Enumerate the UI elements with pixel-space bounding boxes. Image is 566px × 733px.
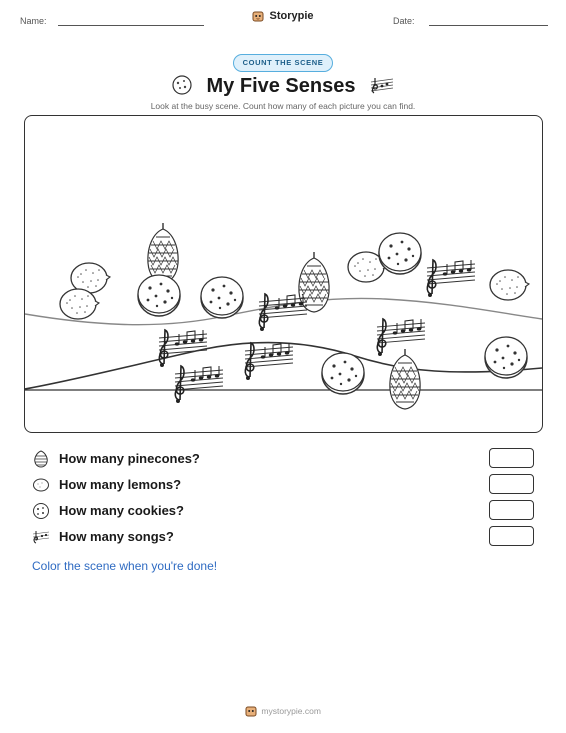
pinecone-picture	[148, 223, 178, 283]
question-text: How many songs?	[59, 529, 174, 544]
cookie-picture	[322, 353, 364, 394]
lemon-picture	[60, 289, 99, 319]
storypie-mascot-icon	[245, 705, 257, 717]
question-row-lemons	[32, 474, 536, 496]
song-picture	[245, 343, 293, 380]
lemon-picture	[490, 270, 529, 300]
instructions-text: Look at the busy scene. Count how many of each picture you can find.	[150, 101, 416, 111]
answer-box[interactable]	[489, 448, 534, 468]
cookie-icon	[32, 502, 50, 520]
pinecone-icon	[32, 450, 50, 468]
question-row-songs	[32, 526, 536, 548]
brand-name: Storypie	[269, 10, 314, 22]
song-picture	[159, 330, 207, 367]
music-notes-icon	[32, 528, 50, 546]
scene-picture	[24, 115, 543, 433]
date-label: Date:	[393, 16, 415, 26]
question-text: How many lemons?	[59, 477, 182, 492]
brand-logo	[0, 10, 566, 22]
answer-box[interactable]	[489, 500, 534, 520]
lemon-icon	[32, 476, 50, 494]
pinecone-picture	[390, 349, 420, 409]
count-the-scene-badge: COUNT THE SCENE	[233, 54, 333, 72]
answer-box[interactable]	[489, 526, 534, 546]
question-text: How many cookies?	[59, 503, 184, 518]
question-text: How many pinecones?	[59, 451, 200, 466]
color-scene-note: Color the scene when you're done!	[32, 559, 218, 573]
name-field[interactable]	[58, 25, 204, 26]
music-notes-icon	[369, 76, 395, 102]
cookie-picture	[379, 233, 421, 274]
question-row-pinecones	[32, 448, 536, 470]
answer-box[interactable]	[489, 474, 534, 494]
cookie-picture	[201, 277, 243, 318]
question-row-cookies	[32, 500, 536, 522]
storypie-mascot-icon	[252, 10, 264, 22]
song-picture	[377, 319, 425, 356]
footer-url: mystorypie.com	[261, 706, 321, 716]
song-picture	[427, 260, 475, 297]
cookie-picture	[485, 337, 527, 378]
cookie-icon	[171, 74, 193, 102]
song-picture	[175, 366, 223, 403]
cookie-picture	[138, 275, 180, 316]
footer	[0, 705, 566, 717]
date-field[interactable]	[429, 25, 548, 26]
page-title	[0, 74, 566, 102]
title-text: My Five Senses	[206, 75, 356, 97]
name-label: Name:	[20, 16, 47, 26]
song-picture	[259, 294, 307, 331]
